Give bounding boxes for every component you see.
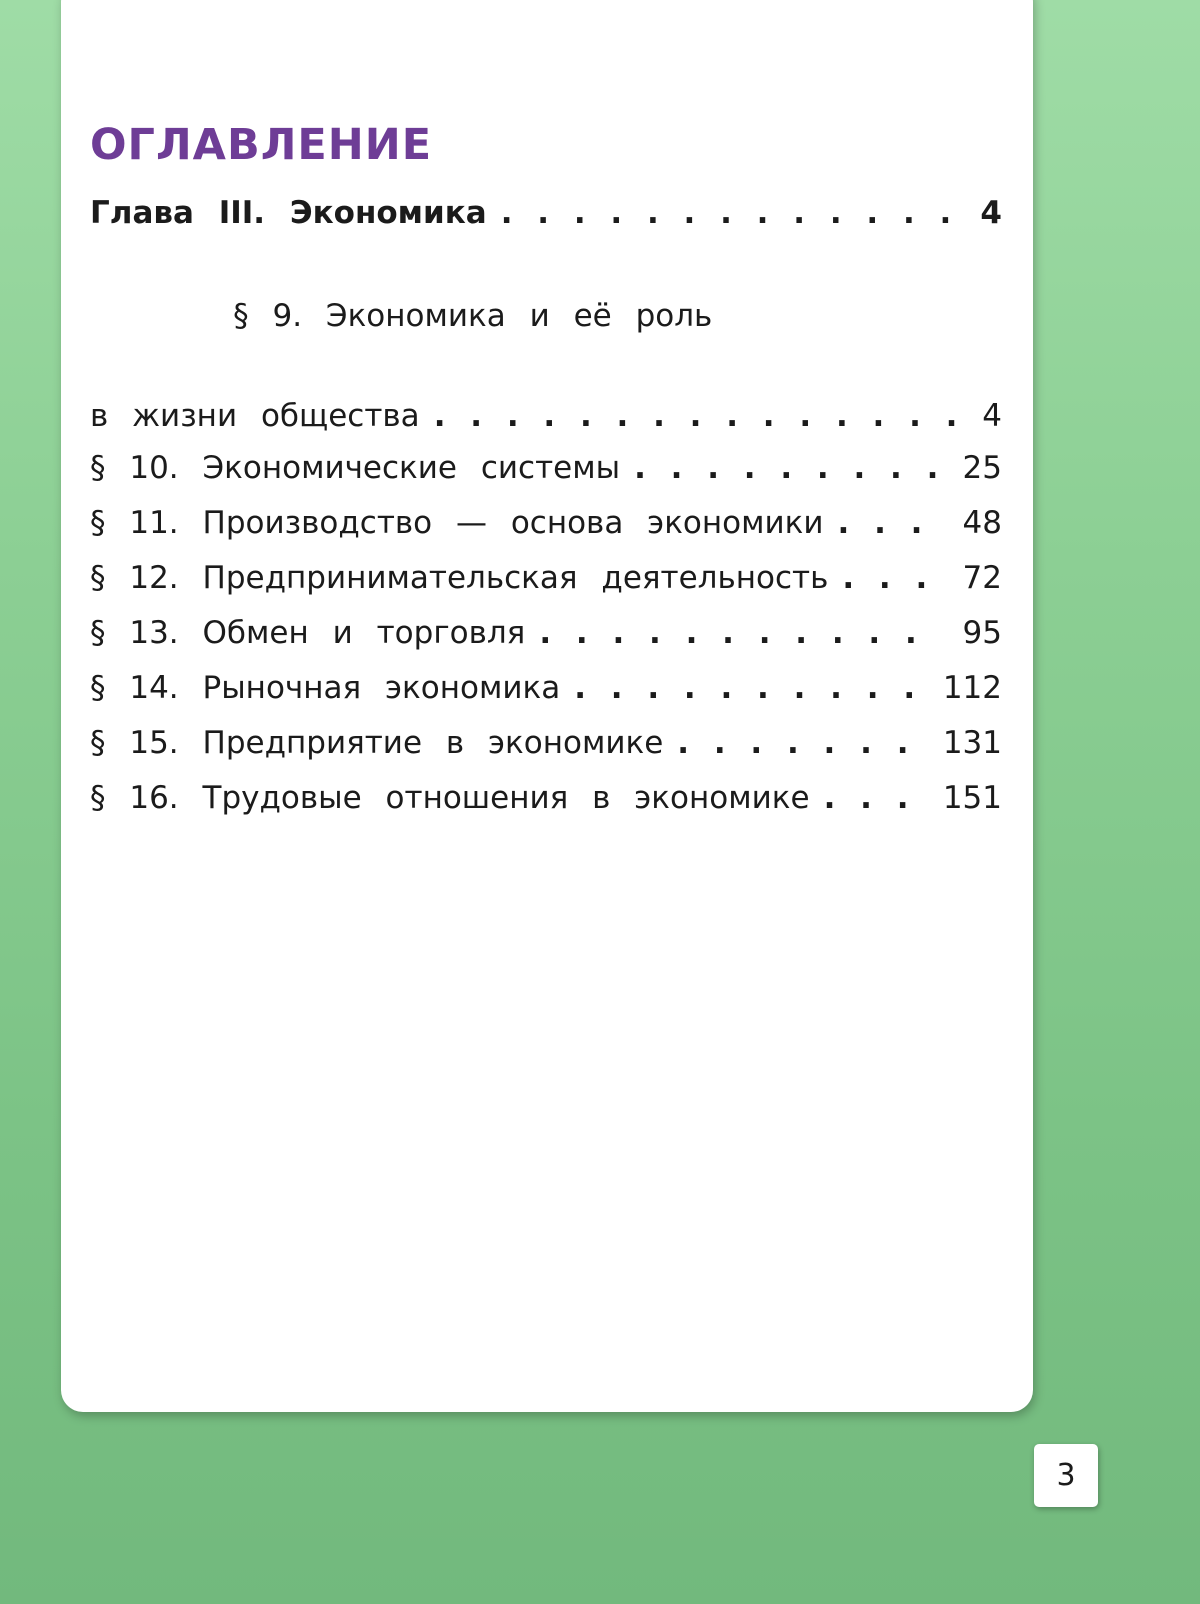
section-label: Экономические системы (202, 450, 621, 486)
section-label-line-2: в жизни общества (90, 398, 420, 434)
section-label: Производство — основа экономики (202, 505, 824, 541)
dot-leader (634, 441, 938, 496)
toc-entry-section-12[interactable] (90, 551, 1002, 606)
section-page-number: 112 (942, 670, 1002, 706)
section-page-number: 4 (982, 398, 1002, 434)
toc-entry-section-14[interactable] (90, 661, 1002, 716)
section-number: § 12. (90, 560, 179, 596)
dot-leader (842, 551, 938, 606)
dot-leader (539, 606, 938, 661)
section-label: Трудовые отношения в экономике (202, 780, 810, 816)
chapter-page-number: 4 (980, 195, 1002, 231)
section-page-number: 151 (942, 780, 1002, 816)
section-label: Обмен и торговля (202, 615, 526, 651)
section-label: Рыночная экономика (202, 670, 561, 706)
section-label-line-1: Экономика и её роль (325, 298, 713, 334)
section-number: § 10. (90, 450, 179, 486)
section-number: § 15. (90, 725, 179, 761)
dot-leader (434, 391, 959, 441)
table-of-contents (90, 120, 1002, 826)
section-page-number: 25 (962, 450, 1002, 486)
section-label: Предприятие в экономике (202, 725, 664, 761)
dot-leader (501, 186, 957, 241)
dot-leader (838, 496, 939, 551)
section-number: § 13. (90, 615, 179, 651)
toc-entry-section-10[interactable] (90, 441, 1002, 496)
section-page-number: 48 (962, 505, 1002, 541)
section-number: § 9. (233, 298, 303, 334)
toc-entry-section-9[interactable] (90, 241, 1002, 441)
dot-leader (824, 771, 919, 826)
toc-entry-section-16[interactable] (90, 771, 1002, 826)
toc-entry-section-11[interactable] (90, 496, 1002, 551)
toc-entry-section-15[interactable] (90, 716, 1002, 771)
section-number: § 16. (90, 780, 179, 816)
section-number: § 14. (90, 670, 179, 706)
toc-chapter-entry[interactable] (90, 186, 1002, 241)
toc-entry-section-13[interactable] (90, 606, 1002, 661)
dot-leader (574, 661, 919, 716)
section-number: § 11. (90, 505, 179, 541)
section-page-number: 131 (942, 725, 1002, 761)
section-label: Предпринимательская деятельность (202, 560, 829, 596)
page-number-badge: 3 (1034, 1444, 1098, 1507)
section-page-number: 72 (962, 560, 1002, 596)
dot-leader (677, 716, 919, 771)
section-page-number: 95 (962, 615, 1002, 651)
toc-title: ОГЛАВЛЕНИЕ (90, 120, 433, 170)
chapter-label: Глава III. Экономика (90, 195, 487, 231)
